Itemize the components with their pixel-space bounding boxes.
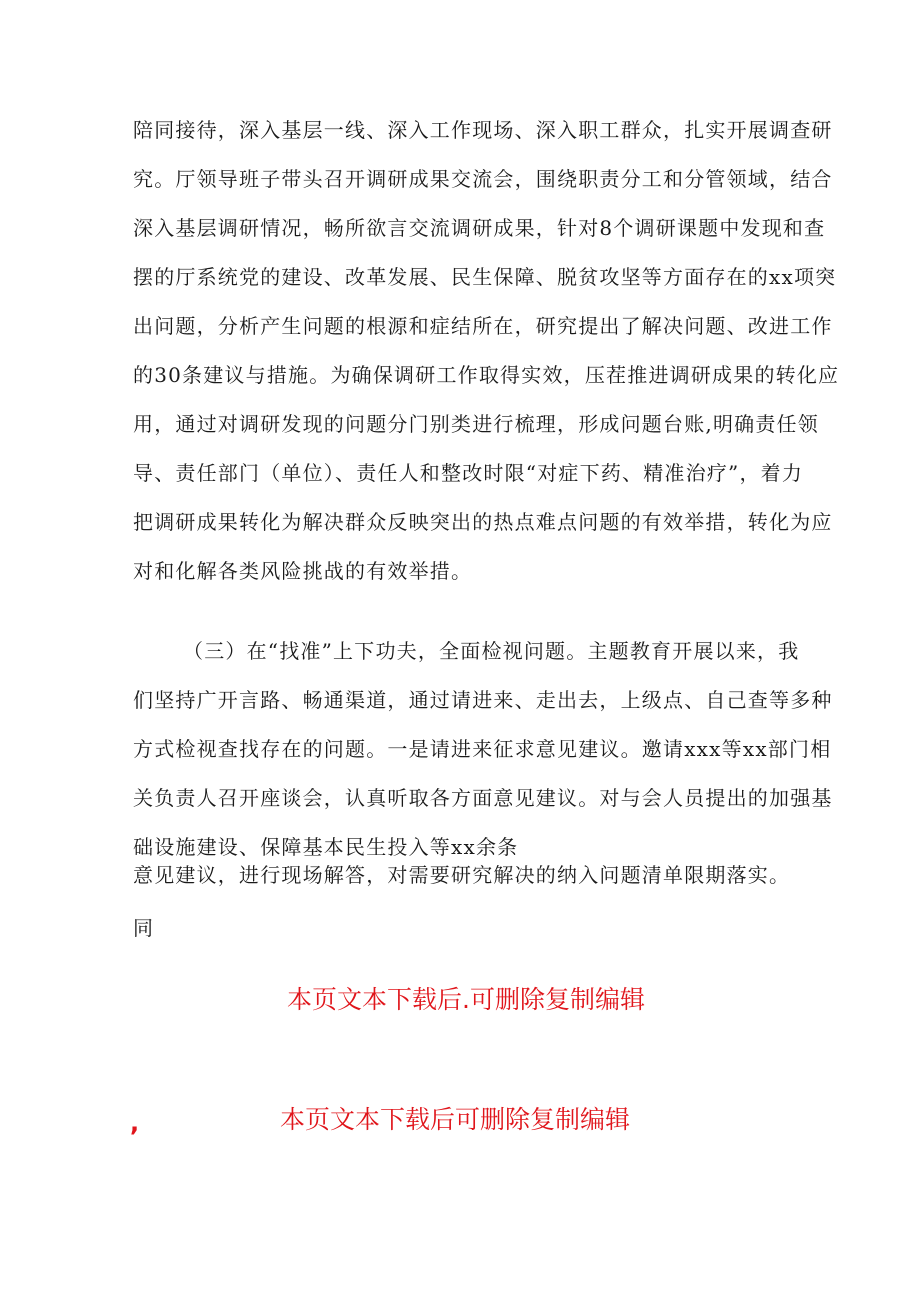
paragraph-line: 方式检视查找存在的问题。一是请进来征求意见建议。邀请xxx等xx部门相 [133, 737, 832, 761]
text-fragment: 同 [133, 916, 153, 940]
paragraph-line: 意见建议，进行现场解答，对需要研究解决的纳入问题清单限期落实。 [133, 863, 791, 887]
paragraph-line: 把调研成果转化为解决群众反映突出的热点难点问题的有效举措，转化为应 [133, 510, 833, 534]
paragraph-line: 陪同接待，深入基层一线、深入工作现场、深入职工群众，扎实开展调查研 [133, 118, 833, 142]
paragraph-line: 出问题，分析产生问题的根源和症结所在，研究提出了解决问题、改进工作 [133, 314, 833, 338]
paragraph-line: 们坚持广开言路、畅通渠道，通过请进来、走出去，上级点、自己查等多种 [133, 688, 833, 712]
paragraph-line: 摆的厅系统党的建设、改革发展、民生保障、脱贫攻坚等方面存在的xx项突 [133, 265, 837, 289]
notice-comma: , [130, 1109, 140, 1137]
paragraph-line: 深入基层调研情况，畅所欲言交流调研成果，针对8个调研课题中发现和查 [133, 216, 826, 240]
paragraph-line: 的30条建议与措施。为确保调研工作取得实效，压茬推进调研成果的转化应 [133, 363, 840, 387]
download-notice-1: 本页文本下载后.可删除复制编辑 [287, 985, 645, 1014]
paragraph-line: 用，通过对调研发现的问题分门别类进行梳理，形成问题台账,明确责任领 [133, 412, 819, 436]
paragraph-line: 础设施建设、保障基本民生投入等xx余条 [133, 835, 519, 859]
paragraph-line: 究。厅领导班子带头召开调研成果交流会，围绕职责分工和分管领域，结合 [133, 167, 833, 191]
paragraph-line: （三）在“找准”上下功夫，全面检视问题。主题教育开展以来，我 [183, 639, 800, 663]
paragraph-line: 对和化解各类风险挑战的有效举措。 [133, 559, 473, 583]
paragraph-line: 关负责人召开座谈会，认真听取各方面意见建议。对与会人员提出的加强基 [133, 786, 833, 810]
download-notice-2: 本页文本下载后可删除复制编辑 [280, 1105, 631, 1134]
paragraph-line: 导、责任部门（单位）、责任人和整改时限“对症下药、精准治疗”，着力 [133, 461, 804, 485]
